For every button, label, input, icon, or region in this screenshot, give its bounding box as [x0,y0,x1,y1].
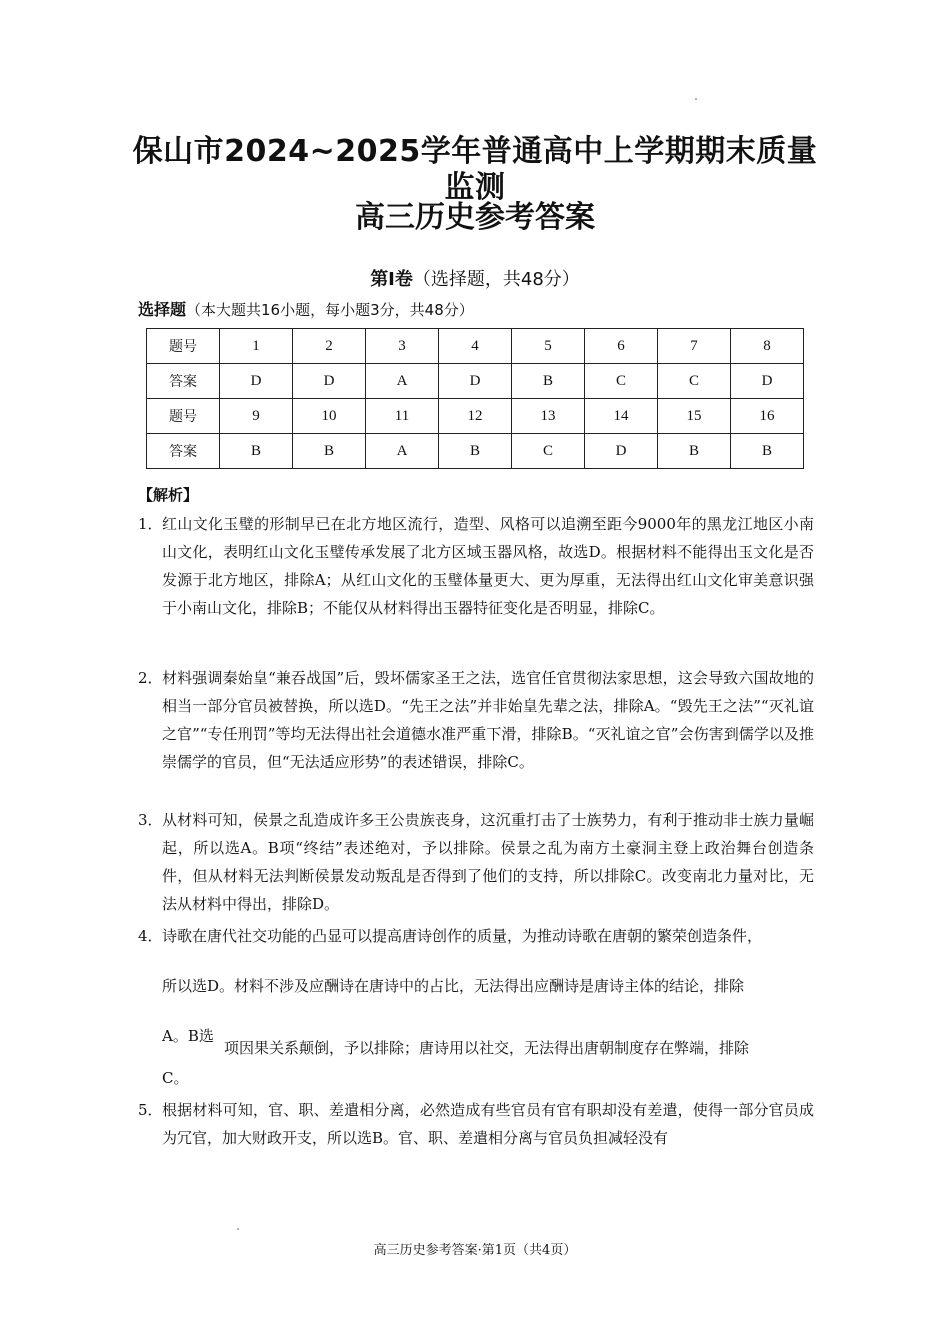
item-text: 材料强调秦始皇“兼吞战国”后，毁坏儒家圣王之法，选官任官贯彻法家思想，这会导致六国故地的相当一部分官员被替换，所以选D。“先王之法”并非始皇先辈之法，排除A。“毁先王之法”“灭礼谊之官”“专任刑罚”等均无法得出社会道德水准严重下滑，排除B。“灭礼谊之官”会伤害到儒学以及推崇儒学的官员，但“无法适应形势”的表述错误，排除C。 [162,669,814,771]
table-cell: D [731,364,804,399]
answer-table [146,328,804,469]
section-title [0,268,950,292]
page-title: 保山市2024~2025学年普通高中上学期期末质量监测 [132,134,818,205]
item-number: 5． [138,1101,163,1119]
section-note: （选择题，共48分） [412,269,580,290]
row-header: 题号 [147,399,220,434]
table-cell: 3 [366,329,439,364]
analysis-item-1 [138,510,814,622]
row-header: 答案 [147,434,220,469]
item-text: 从材料可知，侯景之乱造成许多王公贵族丧身，这沉重打击了士族势力，有利于推动非士族力量崛起，所以选A。B项“终结”表述绝对，予以排除。侯景之乱为南方土豪洞主登上政治舞台创造条件，但从材料无法判断侯景发动叛乱是否得到了他们的支持，所以排除C。改变南北力量对比，无法从材料中得出，排除D。 [162,811,814,913]
item-number: 1． [138,515,163,533]
table-cell: 8 [731,329,804,364]
item-text: 根据材料可知，官、职、差遣相分离，必然造成有些官员有官有职却没有差遣，使得一部分官员成为冗官，加大财政开支，所以选B。官、职、差遣相分离与官员负担减轻没有 [162,1101,814,1147]
table-cell: B [512,364,585,399]
scan-speck [695,98,697,100]
table-cell: B [293,434,366,469]
row-header: 答案 [147,364,220,399]
table-cell: 13 [512,399,585,434]
item-number: 2． [138,669,163,687]
item-text-line: 诗歌在唐代社交功能的凸显可以提高唐诗创作的质量，为推动诗歌在唐朝的繁荣创造条件， [162,927,763,945]
table-cell: D [585,434,658,469]
table-cell: B [220,434,293,469]
table-cell: B [439,434,512,469]
item-text-line: C。 [162,1069,189,1087]
table-cell: C [658,364,731,399]
table-cell: 2 [293,329,366,364]
table-cell: 1 [220,329,293,364]
table-cell: B [658,434,731,469]
question-instructions [138,300,474,320]
table-cell: 16 [731,399,804,434]
row-header: 题号 [147,329,220,364]
table-row [147,364,804,399]
table-cell: 5 [512,329,585,364]
section-label: 第Ⅰ卷 [370,269,413,290]
item-number: 3． [138,811,163,829]
item-number: 4． [138,927,163,945]
item-text: 红山文化玉璧的形制早已在北方地区流行，造型、风格可以追溯至距今9000年的黑龙江地区小南山文化，表明红山文化玉璧传承发展了北方区域玉器风格，故选D。根据材料不能得出玉文化是否发源于北方地区，排除A；从红山文化的玉璧体量更大、更为厚重，无法得出红山文化审美意识强于小南山文化，排除B；不能仅从材料得出玉器特征变化是否明显，排除C。 [162,515,814,617]
table-cell: 14 [585,399,658,434]
table-cell: 11 [366,399,439,434]
table-cell: 10 [293,399,366,434]
scan-speck [237,1228,239,1230]
analysis-item-2 [138,664,814,776]
item-text-line: 所以选D。材料不涉及应酬诗在唐诗中的占比，无法得出应酬诗是唐诗主体的结论，排除 [162,977,745,995]
analysis-item-5 [138,1096,814,1152]
table-cell: C [512,434,585,469]
page-footer: 高三历史参考答案·第1页（共4页） [373,1243,577,1258]
table-cell: 12 [439,399,512,434]
table-cell: 6 [585,329,658,364]
table-cell: 7 [658,329,731,364]
table-cell: D [293,364,366,399]
table-cell: B [731,434,804,469]
item-text-line: 项因果关系颠倒，予以排除；唐诗用以社交，无法得出唐朝制度存在弊端，排除 [224,1039,750,1057]
analysis-heading: 【解析】 [138,486,199,504]
analysis-item-3 [138,806,814,918]
table-cell: A [366,364,439,399]
table-cell: D [439,364,512,399]
table-cell: 4 [439,329,512,364]
instructions-label: 选择题 [138,300,187,319]
table-row [147,434,804,469]
table-cell: D [220,364,293,399]
table-cell: C [585,364,658,399]
table-row [147,329,804,364]
page-subtitle: 高三历史参考答案 [355,200,595,235]
table-cell: 15 [658,399,731,434]
item-text-line: A。B选 [162,1027,214,1045]
instructions-note: （本大题共16小题，每小题3分，共48分） [186,301,474,319]
table-row [147,399,804,434]
table-cell: 9 [220,399,293,434]
table-cell: A [366,434,439,469]
